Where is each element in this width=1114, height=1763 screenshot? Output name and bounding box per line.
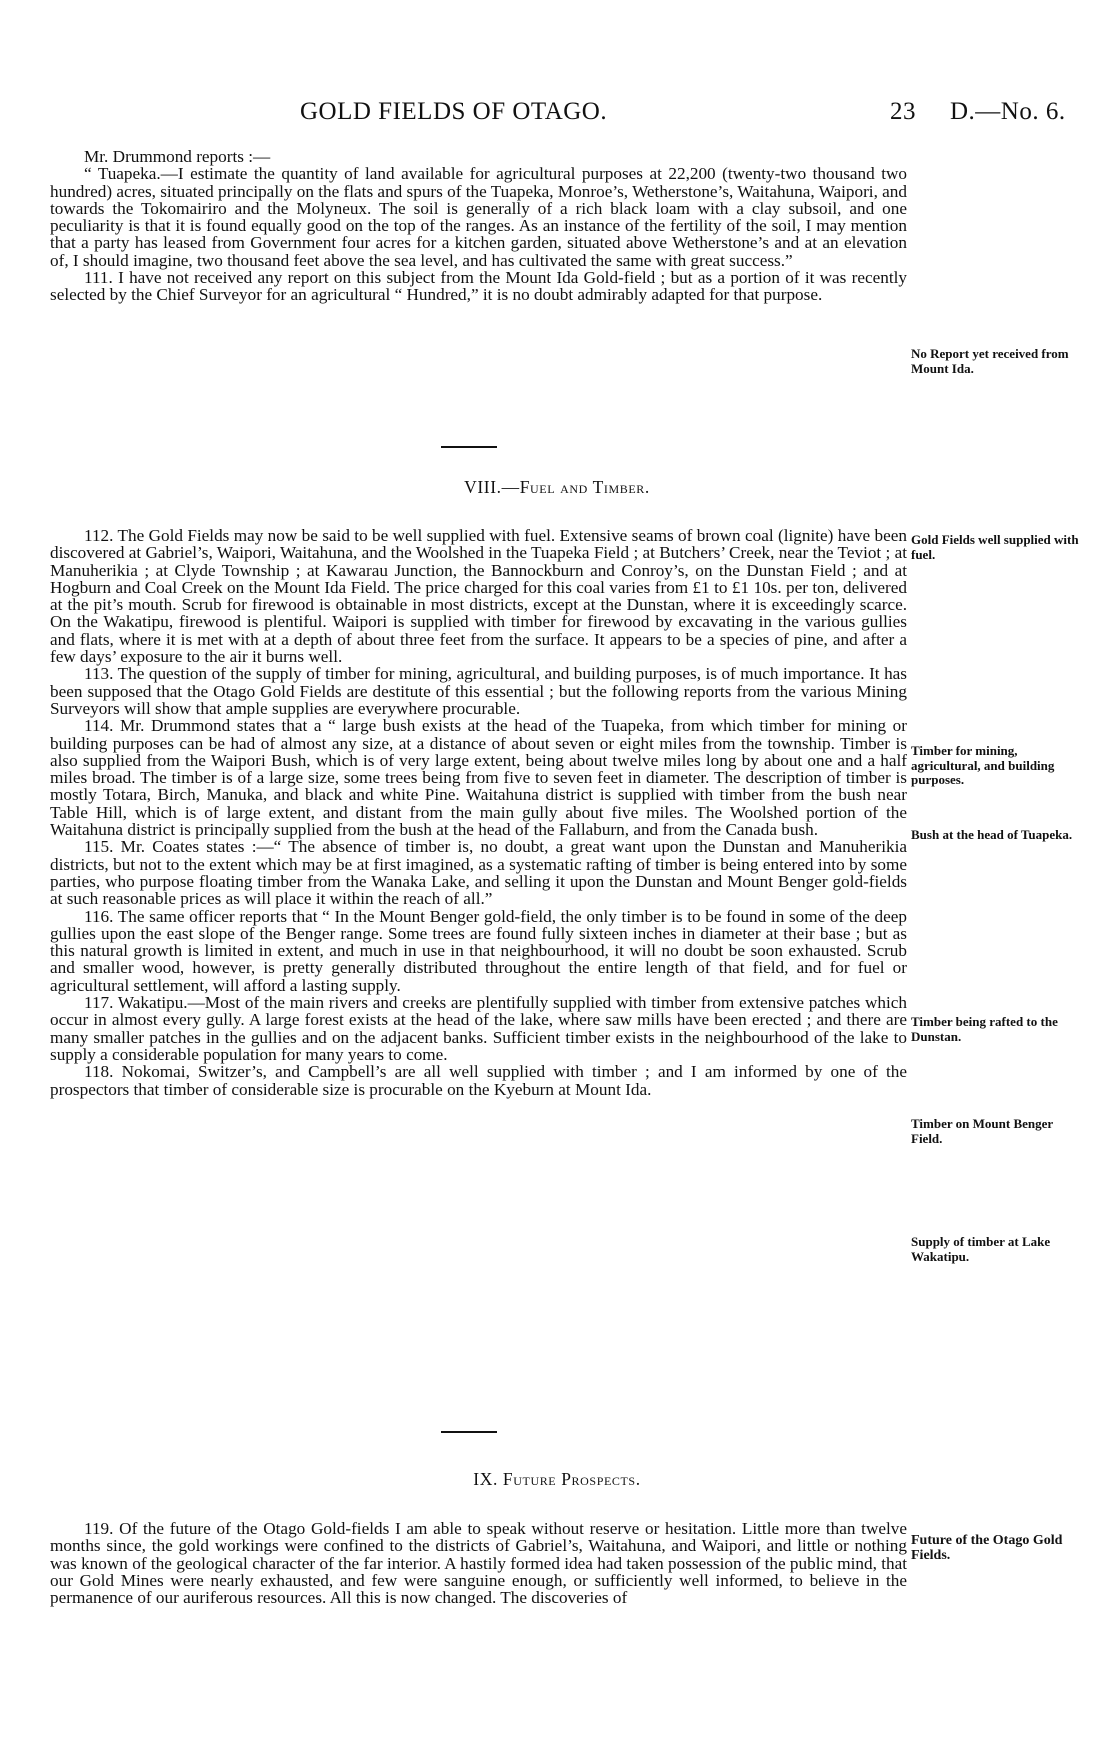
section-heading-text-2: IX. Future Prospects. <box>473 1469 641 1489</box>
section-heading-fuel-timber <box>0 477 1114 498</box>
margin-note-wakatipu: Supply of timber at Lake Wakatipu. <box>911 1234 1051 1264</box>
paragraph-119: 119. Of the future of the Otago Gold-fields I am able to speak without reserve or hesitation. Little more than twelve months since, the gold workings were confined to the districts of Gabriel’s, Waitahuna, and Waipori, and little or nothing was known of the geological character of the far interior. A hastily formed idea had taken possession of the public mind, that our Gold Mines were nearly exhausted, and few were sanguine enough, or sufficiently well informed, to believe in the permanence of our auriferous resources. All this is now changed. The discoveries of <box>50 1519 907 1608</box>
paragraph-118: 118. Nokomai, Switzer’s, and Campbell’s are all well supplied with timber ; and I am informed by one of the prospectors that timber of considerable size is procurable on the Kyeburn at Mount Ida. <box>50 1062 907 1099</box>
future-prospects-body <box>50 1520 907 1606</box>
section-heading-future <box>0 1469 1114 1490</box>
paragraph-114: 114. Mr. Drummond states that a “ large bush exists at the head of the Tuapeka, from which timber for mining or building purposes can be had of almost any size, at a distance of about seven or eight miles from the township. Timber is also supplied from the Waipori Bush, which is of very large extent, being about twelve miles long by about one and a half miles broad. The timber is of a large size, some trees being from five to seven feet in diameter. The description of timber is mostly Totara, Birch, Manuka, and black and white Pine. Waitahuna district is supplied with timber from the bush near Table Hill, which is of large extent, and distant from the main gully about five miles. The Woolshed portion of the Waitahuna district is principally supplied from the bush at the head of the Fallaburn, and from the Canada bush. <box>50 716 907 840</box>
paragraph-117: 117. Wakatipu.—Most of the main rivers and creeks are plentifully supplied with timber from extensive patches which occur in almost every gully. A large forest exists at the head of the lake, where saw mills have been erected ; and there are many smaller patches in the gullies and on the adjacent banks. Sufficient timber exists in the neighbourhood of the lake to supply a considerable population for many years to come. <box>50 993 907 1064</box>
margin-note-mount-benger: Timber on Mount Benger Field. <box>911 1116 1053 1146</box>
paragraph-113: 113. The question of the supply of timber for mining, agricultural, and building purposes, is of much importance. It has been supposed that the Otago Gold Fields are destitute of this essential ; but the following reports from the various Mining Surveyors will show that ample supplies are everywhere procurable. <box>50 664 907 718</box>
agriculture-reports-block <box>50 148 907 304</box>
margin-note-tuapeka-bush: Bush at the head of Tuapeka. <box>911 827 1073 842</box>
section-divider-2 <box>441 1431 497 1433</box>
paragraph-112: 112. The Gold Fields may now be said to be well supplied with fuel. Extensive seams of brown coal (lignite) have been discovered at Gabriel’s, Waipori, Waitahuna, and the Woolshed in the Tuapeka Field ; at Butchers’ Creek, near the Teviot ; at Manuherikia ; at Clyde Township ; at Kawarau Junction, the Bannockburn and Conroy’s, on the Dunstan Field ; and at Hogburn and Coal Creek on the Mount Ida Field. The price charged for this coal varies from £1 to £1 10s. per ton, delivered at the pit’s mouth. Scrub for firewood is obtainable in most districts, except at the Dunstan, where it is exceedingly scarce. On the Wakatipu, firewood is plentiful. Waipori is supplied with timber for firewood by excavating in the various gullies and flats, where it is met with at a depth of about three feet from the surface. It appears to be a species of pine, and after a few days’ exposure to the air it burns well. <box>50 526 907 667</box>
paragraph-115: 115. Mr. Coates states :—“ The absence of timber is, no doubt, a great want upon the Dunstan and Manuherikia districts, but not to the extent which may be at first imagined, as a systematic rafting of timber is being entered into by some parties, who purpose floating timber from the Wanaka Lake, and selling it upon the Dunstan and Mount Benger gold-fields at such reasonable prices as will place it within the reach of all.” <box>50 837 907 909</box>
margin-note-rafted: Timber being rafted to the Dunstan. <box>911 1014 1058 1044</box>
paragraph-111: 111. I have not received any report on this subject from the Mount Ida Gold-field ; but as a portion of it was recently selected by the Chief Surveyor for an agricultural “ Hundred,” it is no doubt admirably adapted for that purpose. <box>50 268 907 305</box>
page-number: 23 <box>890 98 916 125</box>
page-title: GOLD FIELDS OF OTAGO. <box>300 98 608 125</box>
paragraph-116: 116. The same officer reports that “ In the Mount Benger gold-field, the only timber is to be found in some of the deep gullies upon the east slope of the Benger range. Some trees are found fully sixteen inches in diameter at their base ; but as this natural growth is limited in extent, and much in use in that neighbourhood, it will no doubt be soon exhausted. Scrub and smaller wood, however, is pretty generally distributed throughout the entire length of that field, and for fuel or agricultural settlement, will afford a lasting supply. <box>50 906 907 995</box>
margin-note-timber-purposes: Timber for mining, agricultural, and building purposes. <box>911 743 1055 787</box>
tuapeka-quote: “ Tuapeka.—I estimate the quantity of land available for agricultural purposes at 22,200 (twenty-two thousand two hundred) acres, situated principally on the flats and spurs of the Tuapeka, Monroe’s, Wetherstone’s, Waitahuna, Waipori, and towards the Tokomairiro and the Molyneux. The soil is generally of a rich black loam with a clay subsoil, and one peculiarity is that it is found equally good on the top of the ranges. As an instance of the fertility of the soil, I may mention that a party has leased from Government four acres for a kitchen garden, situated above Wetherstone’s and at an elevation of, I should imagine, two thousand feet above the sea level, and has cultivated the same with great success.” <box>50 164 907 270</box>
margin-note-mount-ida: No Report yet received from Mount Ida. <box>911 346 1069 376</box>
section-divider <box>441 446 497 448</box>
drummond-intro: Mr. Drummond reports :— <box>84 147 271 166</box>
margin-note-future: Future of the Otago Gold Fields. <box>911 1533 1063 1563</box>
fuel-timber-body <box>50 527 907 1098</box>
section-heading-text: VIII.—Fuel and Timber. <box>464 477 650 497</box>
document-reference: D.—No. 6. <box>950 98 1066 125</box>
margin-note-fuel: Gold Fields well supplied with fuel. <box>911 532 1079 562</box>
